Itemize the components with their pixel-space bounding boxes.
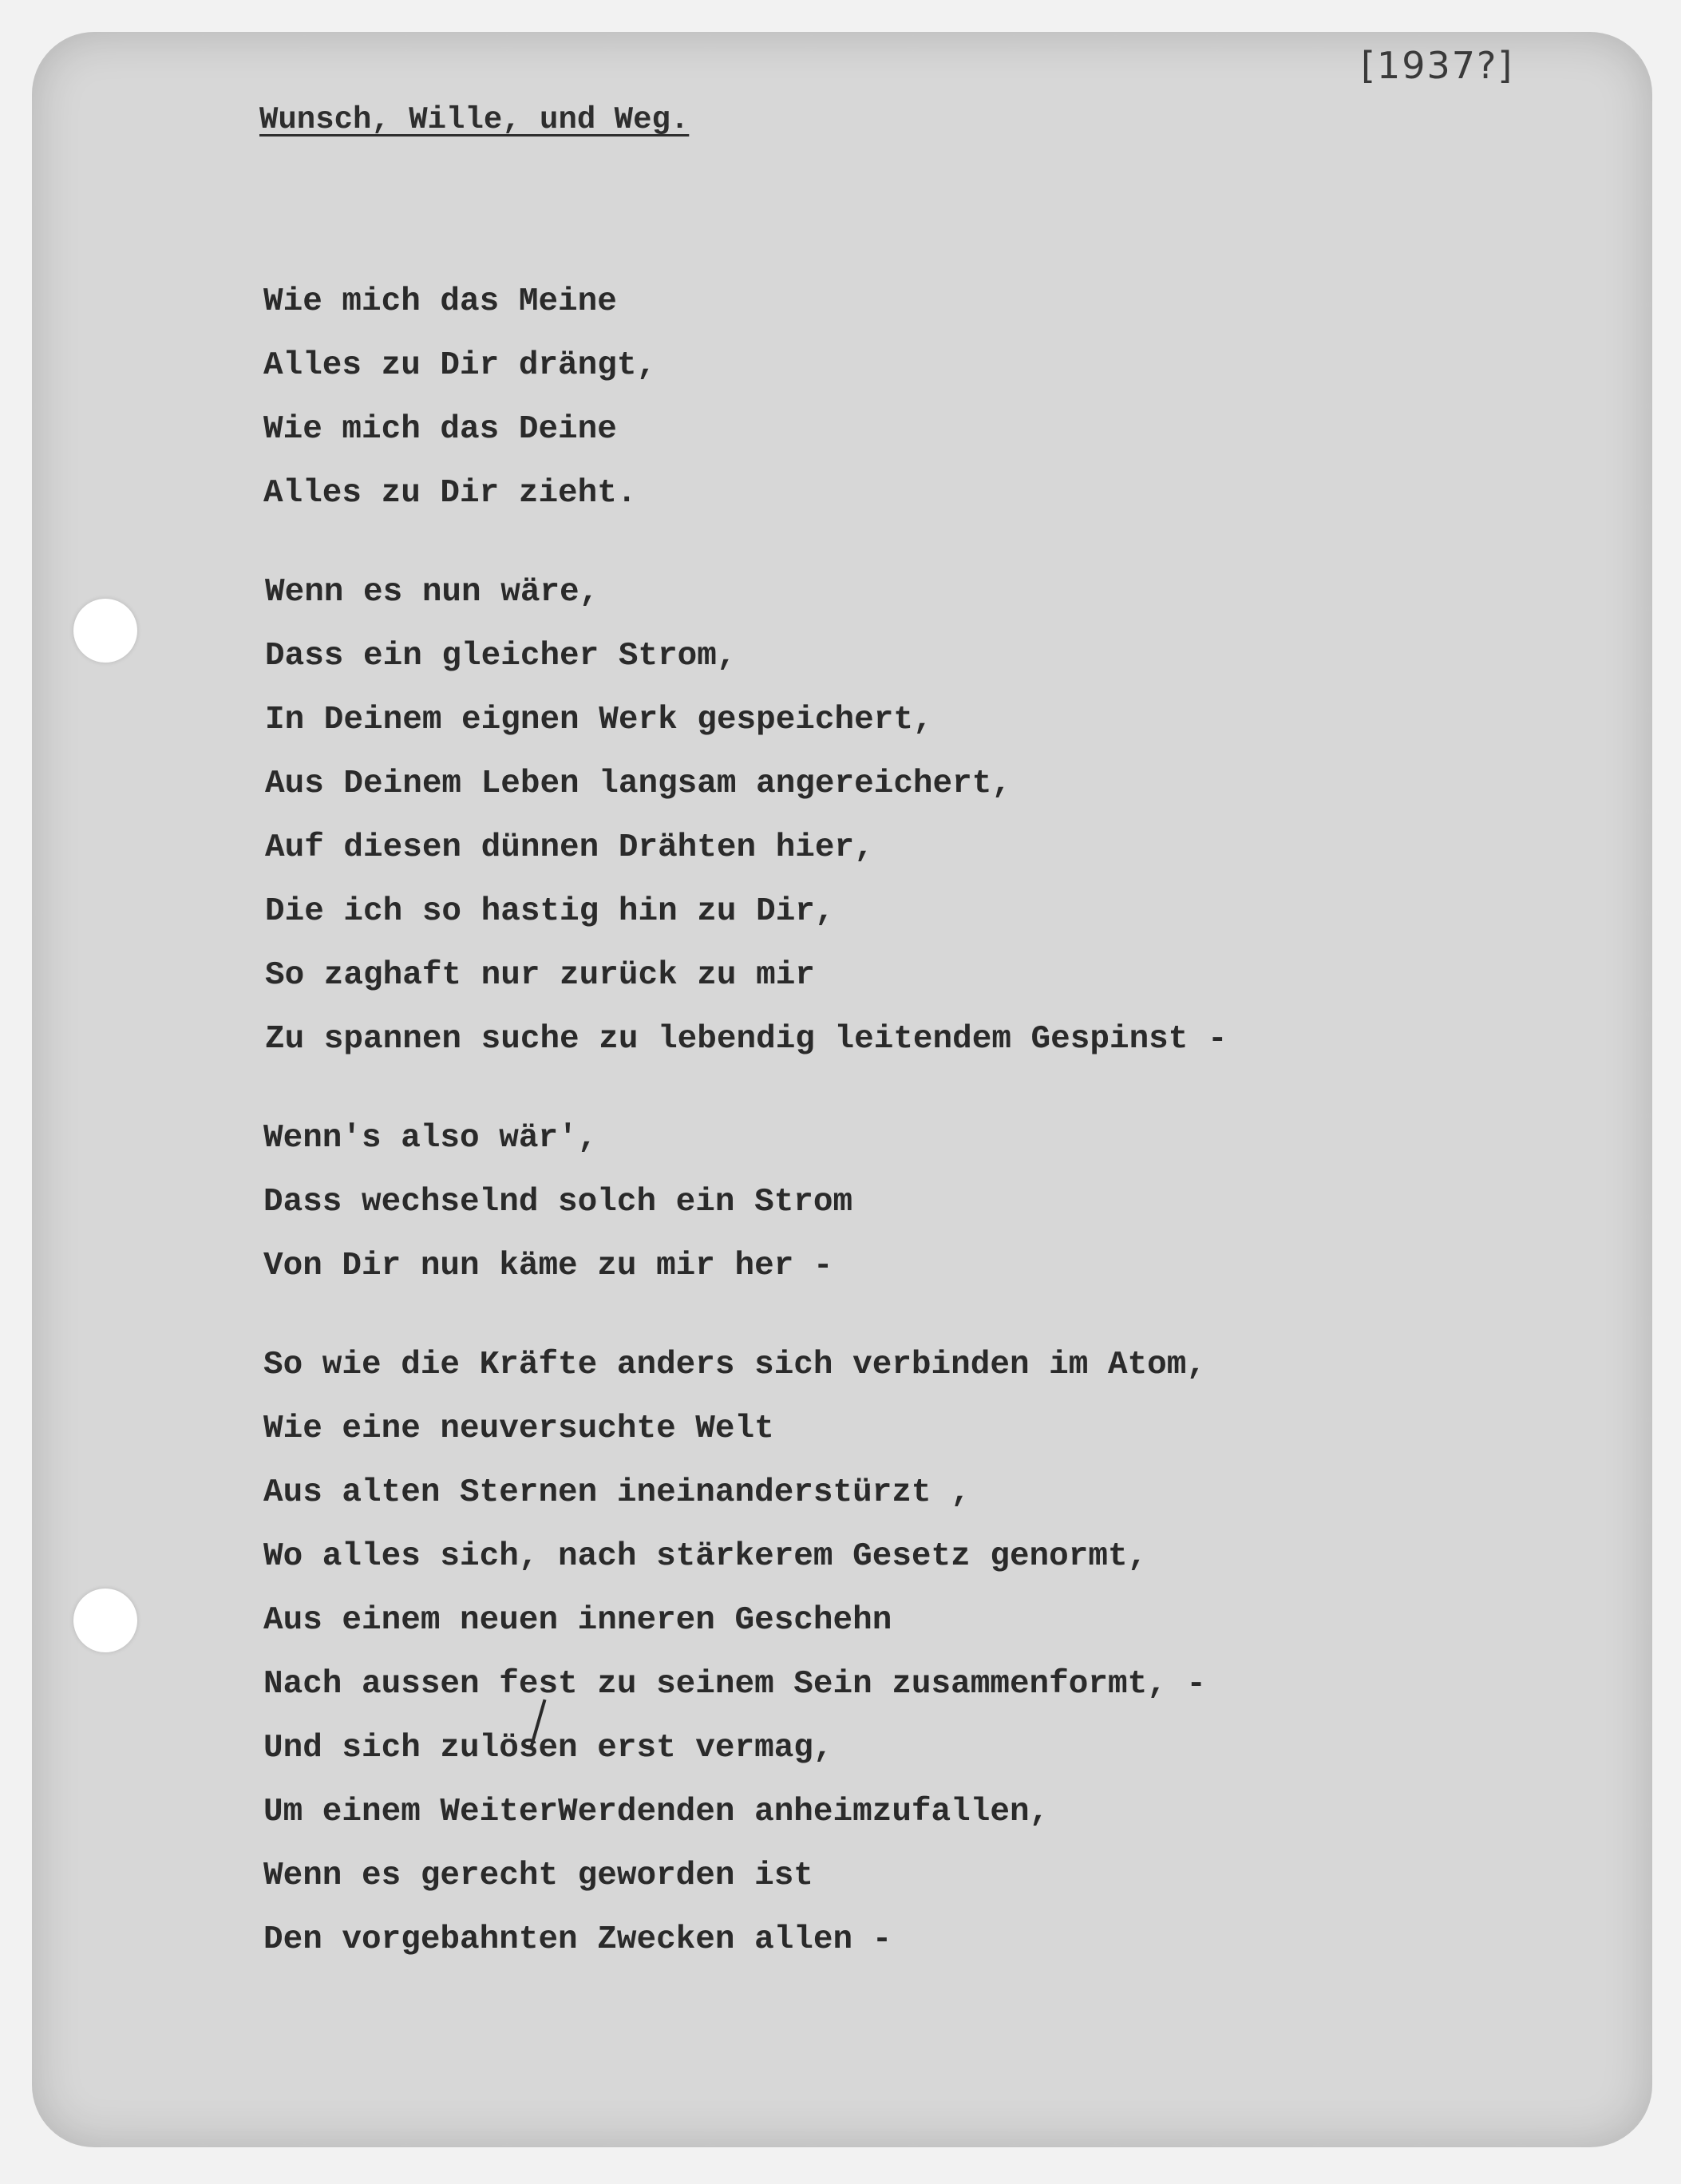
poem-line: Um einem WeiterWerdenden anheimzufallen, <box>263 1794 1050 1830</box>
stanza-2 <box>265 560 1572 1071</box>
poem-body <box>263 270 1572 2007</box>
poem-line: Zu spannen suche zu lebendig leitendem Gespinst - <box>265 1021 1228 1058</box>
poem-line: Wenn es gerecht geworden ist <box>263 1858 813 1894</box>
poem-line: Wie mich das Meine <box>263 283 617 320</box>
poem-line: Alles zu Dir zieht. <box>263 475 637 512</box>
punch-hole-bottom <box>73 1589 137 1652</box>
poem-line: Auf diesen dünnen Drähten hier, <box>265 829 874 866</box>
poem-line: Nach aussen fest zu seinem Sein zusammenformt, - <box>263 1666 1206 1703</box>
poem-line: So wie die Kräfte anders sich verbinden im Atom, <box>263 1347 1206 1383</box>
poem-line: Alles zu Dir drängt, <box>263 347 657 384</box>
poem-title: Wunsch, Wille, und Weg. <box>259 102 690 137</box>
poem-line: Die ich so hastig hin zu Dir, <box>265 893 835 930</box>
stanza-1 <box>263 270 1572 525</box>
poem-line: Den vorgebahnten Zwecken allen - <box>263 1921 892 1958</box>
poem-line: Aus Deinem Leben langsam angereichert, <box>265 766 1011 802</box>
handwritten-date-note: [1937?] <box>1361 44 1514 87</box>
poem-line: Wenn es nun wäre, <box>265 574 599 611</box>
poem-line: Dass ein gleicher Strom, <box>265 638 737 675</box>
poem-line: Und sich zulösen erst vermag, <box>263 1730 833 1767</box>
poem-line: Von Dir nun käme zu mir her - <box>263 1248 833 1284</box>
poem-line: So zaghaft nur zurück zu mir <box>265 957 815 994</box>
stanza-4 <box>263 1333 1572 1972</box>
poem-line: In Deinem eignen Werk gespeichert, <box>265 702 933 738</box>
poem-line: Dass wechselnd solch ein Strom <box>263 1184 853 1221</box>
poem-line: Aus einem neuen inneren Geschehn <box>263 1602 892 1639</box>
stanza-3 <box>263 1106 1572 1298</box>
poem-line: Wo alles sich, nach stärkerem Gesetz genormt, <box>263 1538 1148 1575</box>
poem-line: Wie mich das Deine <box>263 411 617 448</box>
punch-hole-top <box>73 599 137 663</box>
poem-line: Aus alten Sternen ineinanderstürzt , <box>263 1474 971 1511</box>
poem-line: Wenn's also wär', <box>263 1120 598 1157</box>
poem-line: Wie eine neuversuchte Welt <box>263 1410 774 1447</box>
